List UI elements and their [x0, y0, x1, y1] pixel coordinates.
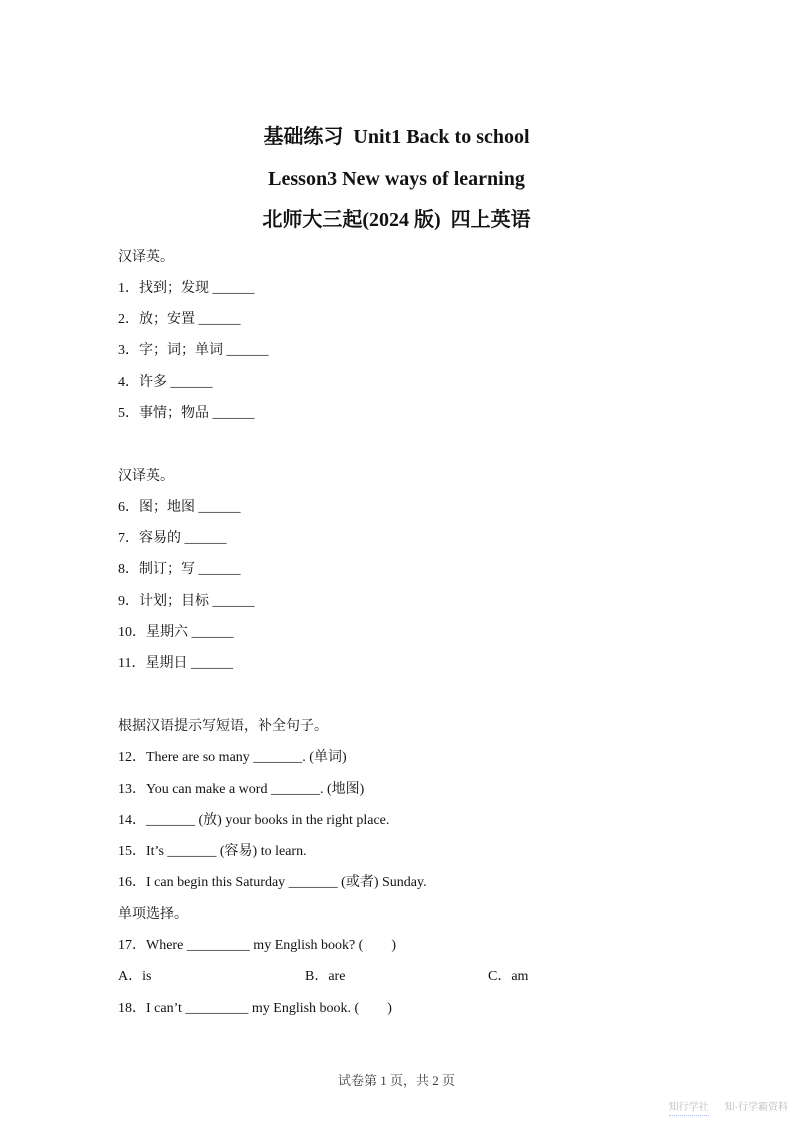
question-line: 6．图；地图 ______ — [118, 499, 241, 515]
doc-title-line-3: 北师大三起(2024 版) 四上英语 — [262, 209, 531, 231]
watermark-left: 知行学社 — [669, 1101, 709, 1116]
option-a: A．is — [118, 969, 152, 985]
section — [118, 461, 753, 680]
question-line: 16．I can begin this Saturday _______ (或者) Sunday. — [118, 875, 427, 891]
question-line: 18．I can’t _________ my English book. ( ) — [118, 1000, 392, 1016]
question-line: 10．星期六 ______ — [118, 625, 234, 641]
question-line: 12．There are so many _______. (单词) — [118, 750, 347, 766]
question-line: 11．星期日 ______ — [118, 656, 233, 672]
question-line: 14．_______ (放) your books in the right place. — [118, 812, 390, 828]
question-line: 8．制订；写 ______ — [118, 562, 241, 578]
watermark-right: 知·行学霸资料 — [724, 1102, 788, 1113]
section — [118, 899, 753, 1024]
question-line: 4．许多 ______ — [118, 374, 213, 390]
question-line: 2．放；安置 ______ — [118, 312, 241, 328]
option-c: C．am — [488, 969, 529, 985]
option-b: B．are — [305, 969, 346, 985]
blank-line — [118, 429, 753, 460]
question-line: 13．You can make a word _______. (地图) — [118, 781, 365, 797]
question-line: 1．找到；发现 ______ — [118, 280, 255, 296]
doc-title-line-1: 基础练习 Unit1 Back to school — [263, 126, 530, 148]
options-row — [118, 961, 753, 992]
question-line: 3．字；词；单词 ______ — [118, 343, 269, 359]
page-number-footer: 试卷第 1 页，共 2 页 — [337, 1073, 455, 1088]
question-line: 15．It’s _______ (容易) to learn. — [118, 844, 307, 860]
question-line: 7．容易的 ______ — [118, 531, 227, 547]
section-heading: 根据汉语提示写短语，补全句子。 — [118, 718, 328, 734]
doc-title-line-2: Lesson3 New ways of learning — [268, 167, 525, 190]
watermark — [669, 1101, 788, 1116]
section-heading: 单项选择。 — [118, 906, 188, 922]
section-heading: 汉译英。 — [118, 468, 174, 484]
section — [118, 711, 753, 899]
doc-title-block — [0, 0, 793, 242]
section — [118, 242, 753, 430]
blank-line — [118, 680, 753, 711]
question-line: 5．事情；物品 ______ — [118, 405, 255, 421]
question-line: 17．Where _________ my English book? ( ) — [118, 938, 397, 954]
section-heading: 汉译英。 — [118, 249, 174, 265]
worksheet-content — [118, 242, 753, 1024]
question-line: 9．计划；目标 ______ — [118, 593, 255, 609]
